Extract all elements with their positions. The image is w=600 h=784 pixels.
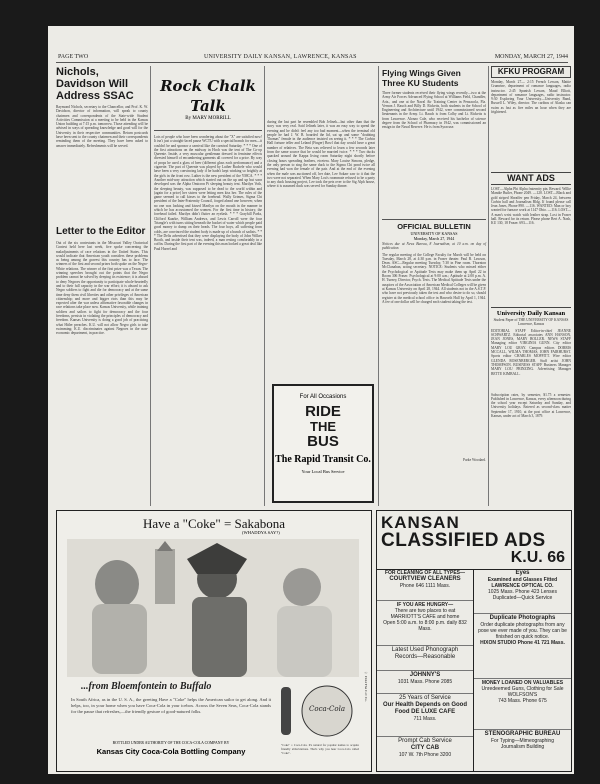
nichols-headline: Nichols, Davidson Will Address SSAC — [56, 66, 134, 102]
classified-phone: K.U. 66 — [510, 549, 565, 566]
rock-chalk-continued: during the last part he resembled Bob Jelinek—but other than that the story was very real. Said Jelinek later, it was an easy way to spend the evening and he didn't feel any too bad moment—when the terminal old people he had J. W. B. boarded the lid, sat up and some "doubting Thomas" female in the audience insisted on seeing it. * * * The Corbin Hall fortune teller and Leland (Finger) Bowl that day would have a great number of relatives. The Beta was relieved to learn a few seconds later from the same source that he would be married twice. * * * Two ducks quacked around the Kappa living room Saturday night shortly before closing hours spreading feathers, etcetera. Mary Louise Simons, pledge, the only person to sing the same duck to the Sigma Chi pond twice all evening had won the female of the pair. And at the end of the evening when the male was auctioned off, her date, Lee Sokarr saw to it that the two were not separated. When Mary Lou's roommate refused to be a party to any duck housing project, Lee took the pets over to the Sig Alph house, where it is assumed duck was served for Sunday dinner. — [267, 120, 375, 189]
bulletin-note: Notices due at News Bureau, 8 Journalism, at 10 a.m. on day of publication. — [382, 242, 486, 251]
letter-headline: Letter to the Editor — [56, 226, 146, 237]
masthead-staff: EDITORIAL STAFF Editor-in-chief JEANNE SCHWARTZ. Editorial associates ANN HANSON, JEAN JONES, MARY BOLLER. NEWS STAFF Managing editor VIRGINIA GUNN. City editor MARY LOU GRAY. Campus editors DORRIS MCCALL, WILMA THOMAS, JOHN FAIRHURST. Sports editor CHARLES MOFFITT. Wire editor GLENDA ROSENBERGER. Staff artist JOHN THOMPSON. BUSINESS STAFF Business Manager MARY LOU PRINZING. Advertising Manager BETTE KIMBALL. — [491, 328, 571, 376]
masthead-sub: Student Paper of THE UNIVERSITY OF KANSAS Lawrence, Kansas — [493, 318, 569, 327]
bus-ad-ride: RIDE — [305, 403, 341, 420]
classified-ad: STENOGRAPHIC BUREAU For Typing—Mimeographing Journalism Building — [484, 731, 561, 750]
classified-ad: IF YOU ARE HUNGRY— There are two places to eat MARRIOTT'S CAFE and home Open 5:00 a.m. to 8:00 p.m. daily 832 Mass. — [377, 601, 473, 646]
bus-ad-bus: BUS — [307, 433, 339, 450]
column-4 — [382, 68, 486, 506]
coke-ad-bottler: Kansas City Coca-Cola Bottling Company — [96, 747, 246, 756]
coke-ad-illustration — [67, 539, 359, 677]
coke-ad-body: In South Africa, as in the U. S. A., the greeting Have a "Coke" helps the American sailor to get along. And it helps, too, in your home when you have Coca-Cola in your icebox. Across the Seven Seas, Coca-Cola stands for the pause that refreshes,—the friendly gesture of good-natured folks. — [71, 697, 271, 714]
classified-kansan: KANSAN — [381, 513, 460, 532]
column-2 — [154, 66, 262, 506]
coke-logo-text: Coca-Cola — [309, 705, 346, 713]
want-ads-headline: WANT ADS — [491, 172, 571, 185]
coke-ad-bottler-line: BOTTLED UNDER AUTHORITY OF THE COCA-COLA COMPANY BY — [112, 741, 230, 745]
classified-ad: MONEY LOANED ON VALUABLES Unredeemed Guns, Clothing for Sale WOLFSON'S 743 Mass. Phone 675 — [474, 679, 571, 730]
rock-chalk-banner — [154, 76, 262, 131]
kfku-body: Monday, March 27— 2:15 French Lesson, Mattie Crumrine, department of romance languages, radio instructor. 2:45 Spanish Lesson, Maud Elliott, department of romance languages, radio instructor. 9:30 Exploring Your University—University Band, Russell L. Wiley, director. The caribou of Alaska can swim as fast as five miles an hour when they are frightened. — [491, 80, 571, 115]
paper-title: UNIVERSITY DAILY KANSAN, LAWRENCE, KANSAS — [204, 54, 357, 60]
flying-wings-headline: Flying Wings Given Three KU Students — [382, 68, 461, 88]
classified-ad: Latest Used Phonograph Records—Reasonable — [377, 646, 473, 671]
bus-ad-tag: Your Local Bus Service — [301, 469, 345, 474]
page-header — [56, 54, 568, 63]
classified-ad: FOR CLEANING OF ALL TYPES— COURTVIEW CLEANERS Phone 646 1111 Mass. — [377, 569, 473, 601]
column-rule — [150, 66, 151, 506]
classified-banner — [377, 511, 571, 570]
rock-chalk-body: Lots of people who have been wondering about the "X" are satisfied now! It isn't just a straight-laced pause WCTU with a special branch for men—it couldn't be and sponsor a carnival like the carnival Saturday. * * * One of the first attractions on the midway in Hoch was the tent of The Co-op Queenie. Inside, a very muscular gentleman dressed in feminine effects divested himself of encumbering garments all covered for a price. By way of props he used a glass of beer (different glass each performance) and a cigarette. The part of Queenie was played by Luther Buchele who would have been a very convincing lady if he hadn't kept winking so brightly at the girls in the front row. Luther is the new president of the YMCA. * * * Another mid-way attraction which started out on the up and up but soon developed was the Alpha Omicron Pi sleeping beauty tent. Marilyn Voth, the sleeping beauty, was supposed to be dead to the world within and (again for a price) her sisters were letting men kiss her. The rules of the game seemed to call kisses to the forehead. Wally Grimes, Sigma Chi president of the Inter-Fraternity Council, forged ahead one however, when no one was looking and kissed Marilyn on the mouth in the manner in which he has accustomed the women. For the first time in history, the forehead failed. Marilyn didn't flutter an eyelash. * * * Grayhill Parks, Clifford Kaarke, William Andrews, and Lewis Carroll were the four Triangle's with turns sitting beneath the bucket of water which people paid good money to dump on their heads. The four boys, all suffering from colds, are convinced the student body is made up of a bunch of sadists. * * * The Delts advertised that they were displaying the body of John Wilkes Booth, and inside their tent was, indeed, a man resting comfortably in a coffin. During the first part of the evening this man looked a great deal like Paul Hurrel and — [154, 135, 263, 251]
page-number: PAGE TWO — [58, 54, 89, 60]
nichols-article: Raymond Nichols, secretary to the Chancellor, and Prof. K. W. Davidson, director of information, will speak to county chairmen and correspondents of the State-wide Student Activities Commission at a meeting to be held in the Kansas Union building at 7:15 p.m. tomorrow. Those attending will be advised in ways of spreading knowledge and good will for the University in their respective communities. Return postcards have been sent to the county chairmen and their correspondents reminding them of the meeting. They have been asked to answer immediately. Refreshments will be served. — [56, 105, 148, 148]
kfku-headline: KFKU PROGRAM — [491, 66, 571, 78]
classified-title: CLASSIFIED ADS — [381, 530, 546, 551]
issue-date: MONDAY, MARCH 27, 1944 — [494, 54, 568, 60]
coke-ad-title: Have a "Coke" = Sakabona — [142, 516, 286, 531]
column-rule — [488, 66, 489, 506]
bus-ad-the: THE — [310, 419, 336, 434]
classified-ad: JOHNNY'S 1031 Mass. Phone 2085 — [377, 671, 473, 694]
coke-ad — [56, 510, 372, 772]
bus-ad-company: The Rapid Transit Co. — [275, 454, 371, 465]
column-1 — [56, 66, 148, 506]
masthead-subscription: Subscription rates, by semester, $1.75 a semester. Published in Lawrence, Kansas, every afternoon during the school year except Saturday and Sunday, and University holidays. Entered as second-class matter September 17, 1910, at the post office at Lawrence, Kansas, under act of March 3, 1879. — [491, 392, 571, 419]
bus-ad — [272, 384, 374, 503]
column-5 — [491, 66, 571, 506]
bus-ad-top: For All Occasions — [299, 394, 347, 400]
newspaper-page — [48, 26, 574, 774]
column-3 — [267, 120, 375, 380]
classified-ad: Prompt Cab Service CITY CAB 107 W. 7th Phone 3200 — [398, 738, 452, 758]
bulletin-body: The regular meeting of the College Faculty for March will be held on Tuesday, March 28, at 4:30 p.m. in Fraser theater. Paul B. Lawson, Dean. ASC—Regular meeting Tuesday, 7:30 in Pine room. Thornton McClanahan, acting secretary. NOTICE: Students who missed either the Psychological or Aptitude Tests may make them up April 22 in Room 306 Fraser. Psychological at 9:00 a.m.; Aptitude at 2:00 p.m. A. H. Turney, Director, Psych. Tests. The Medical Aptitude Tests under the auspices of the Association of American Medical Colleges will be given at Kansas University on April 28, 1944. All students not in the A.S.T.P. who have not previously taken the test and who desire to do so, should register at the medical school office in Haworth Hall by April 1, 1944. A fee of one dollar will be charged each student taking the test. — [382, 252, 486, 304]
masthead-title: University Daily Kansan — [491, 307, 571, 318]
bulletin-sub: UNIVERSITY OF KANSAS — [410, 231, 458, 236]
classified-ad: Duplicate Photographs Order duplicate photographs from any pose we ever made of you. They can be finished on quick notice. HIXON STUDIO Phone 41 721 Mass. — [474, 614, 571, 679]
want-ads-body: LOST—Alpha Phi Alpha fraternity pin. Reward. Willie Mandie Butler, Phone 2049. —120. LOST—Black and gold striped Sheaffer pen Friday, March 24, between Corbin hall and Journalism Bldg. If found please call Jean Jones, Phone 890. —116. WANTED: Man or boy wanted for furnace work at 1147 Ohio. —116. LOST—A man's wrist watch with leather strap. Lost in Fraser hall. Reward for its return. Please phone Bert A. Nash, KU 130, 18 Fraser. 693—116. — [491, 187, 571, 226]
classified-left-column — [377, 569, 474, 771]
classified-ads — [376, 510, 572, 772]
letter-article: Out of the six contestants in the Missouri Valley Oratorical Contest held here last week, five spoke concerning the maladjustments of race relations in the United States. This would indicate that American youth considers these problems as being among the gravest this country has to face. The winners of the first and second prizes both spoke on the Negro-White relations. The winner of the first prize was a Texan. The winning speeches brought out the points that the Negro problem cannot be solved by denying its existence; it is absurd to deny Negroes the opportunity to participate whole-heartedly and to their full capacity in the war effort; it is absurd to ask Negro soldiers to fight and die for democracy and at the same time deny them civil liberties and other privileges of American citizenship; and more and bigger riots than this may be expected after the war unless affirmative favorable changes in race relations take place now. Kansas University, while training soldiers and sailors to fight for democracy and the four freedoms, persists in violating the principles of democracy and freedom. Kansas University is doing a good job of practicing what Hitler preaches. K.U. will not allow Negro girls to take swimming; K.U. discriminates against Negroes in the non-economic department, in practice. — [56, 241, 148, 336]
column-rule — [378, 66, 379, 506]
coke-ad-tagline: ...from Bloemfontein to Buffalo — [81, 681, 212, 692]
rock-chalk-byline: By MARY MORRILL — [185, 116, 231, 121]
coke-ad-subtitle: (WHADDYA SAY?) — [242, 530, 280, 535]
column-rule — [264, 66, 265, 506]
rock-chalk-title: Rock Chalk Talk — [160, 77, 256, 115]
coke-copyright: © 1944 The C-C Co. — [364, 671, 368, 702]
classified-ad: Eyes Examined and Glasses Fitted LAWRENCE OPTICAL CO. 1025 Mass. Phone 423 Lenses Duplicated—Quick Service — [474, 569, 571, 614]
flying-wings-article: Three former students received their flying wings recently—two at the Army Air Forces Advanced Flying School at Williams Field, Chandler, Ariz., and one at the Naval Air Training Center in Pensacola, Fla. Vernon J. Rauch and Billy D. Ricketts, both students in the School of Engineering and Architecture until 1942, were commissioned second lieutenants in the Army. Lt. Rauch is from Colby and Lt. Ricketts is from Lawrence. Alonzo Cale, who received his bachelor of science degree from the School of Pharmacy in 1942, was commissioned an ensign in the Naval Reserve. He is from Syracuse. — [382, 91, 486, 130]
bulletin-signature: Parke Woodard. — [463, 457, 486, 462]
classified-ad: 25 Years of Service Our Health Depends on Good Food DE LUXE CAFE 711 Mass. — [377, 694, 473, 737]
coke-ad-side-note: "Coke" = Coca-Cola. It's natural for popular names to acquire friendly abbreviations. That's why you hear Coca-Cola called "Coke". — [281, 743, 359, 755]
classified-right-column — [474, 569, 571, 771]
coke-logo-icon — [279, 683, 359, 743]
bulletin-date: Monday, March 27, 1944 — [413, 236, 455, 241]
bulletin-headline: OFFICIAL BULLETIN — [382, 219, 486, 231]
